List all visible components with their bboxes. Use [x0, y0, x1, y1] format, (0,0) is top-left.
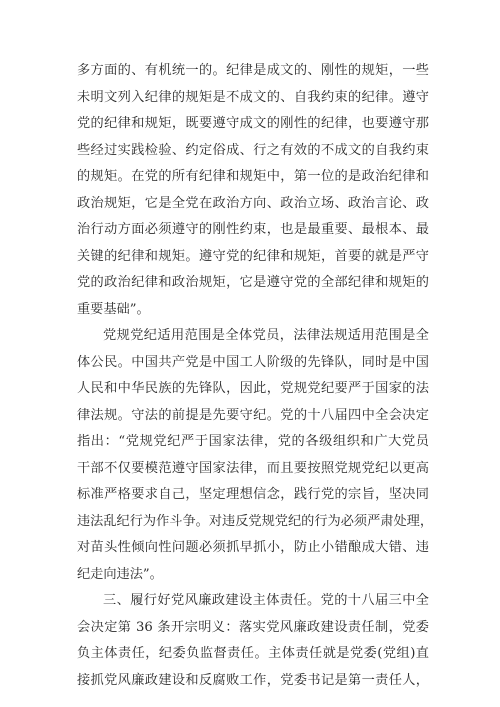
text-line: 党规党纪适用范围是全体党员，法律法规适用范围是全 — [103, 328, 429, 343]
text-line: 人民和中华民族的先锋队，因此，党规党纪要严于国家的法 — [77, 381, 429, 396]
text-line: 纪走向违法”。 — [77, 566, 163, 582]
text-line: 些经过实践检验、约定俗成、行之有效的不成文的自我约束 — [77, 142, 429, 158]
text-line: 会决定第 36 条开宗明义：落实党风廉政建设责任制，党委 — [77, 619, 429, 635]
text-line: 干部不仅要模范遵守国家法律，而且要按照党规党纪以更高 — [77, 460, 429, 476]
text-line: 政治规矩，它是全党在政治方向、政治立场、政治言论、政 — [77, 195, 429, 211]
text-line: 未明文列入纪律的规矩是不成文的、自我约束的纪律。遵守 — [77, 89, 429, 105]
text-line: 指出：“党规党纪严于国家法律，党的各级组织和广大党员 — [77, 434, 429, 449]
text-line: 党的纪律和规矩，既要遵守成文的刚性的纪律，也要遵守那 — [77, 116, 429, 131]
text-line: 标准严格要求自己，坚定理想信念，践行党的宗旨，坚决同 — [77, 487, 429, 502]
text-line: 多方面的、有机统一的。纪律是成文的、刚性的规矩，一些 — [77, 63, 429, 78]
text-line: 的规矩。在党的所有纪律和规矩中，第一位的是政治纪律和 — [77, 169, 429, 184]
text-line: 三、履行好党风廉政建设主体责任。党的十八届三中全 — [103, 593, 429, 608]
text-line: 对苗头性倾向性问题必须抓早抓小，防止小错酿成大错、违 — [77, 540, 429, 555]
text-line: 治行动方面必须遵守的刚性约束，也是最重要、最根本、最 — [77, 222, 429, 237]
text-line: 体公民。中国共产党是中国工人阶级的先锋队，同时是中国 — [77, 354, 429, 370]
text-line: 接抓党风廉政建设和反腐败工作，党委书记是第一责任人， — [77, 672, 429, 688]
text-line: 律法规。守法的前提是先要守纪。党的十八届四中全会决定 — [77, 407, 429, 423]
document-body — [77, 58, 434, 694]
text-line: 党的政治纪律和政治规矩，它是遵守党的全部纪律和规矩的 — [77, 275, 429, 290]
text-line: 负主体责任，纪委负监督责任。主体责任就是党委(党组)直 — [77, 646, 429, 661]
text-line: 关键的纪律和规矩。遵守党的纪律和规矩，首要的就是严守 — [77, 248, 429, 264]
text-line: 违法乱纪行为作斗争。对违反党规党纪的行为必须严肃处理， — [77, 513, 434, 529]
text-line: 重要基础”。 — [77, 301, 150, 317]
